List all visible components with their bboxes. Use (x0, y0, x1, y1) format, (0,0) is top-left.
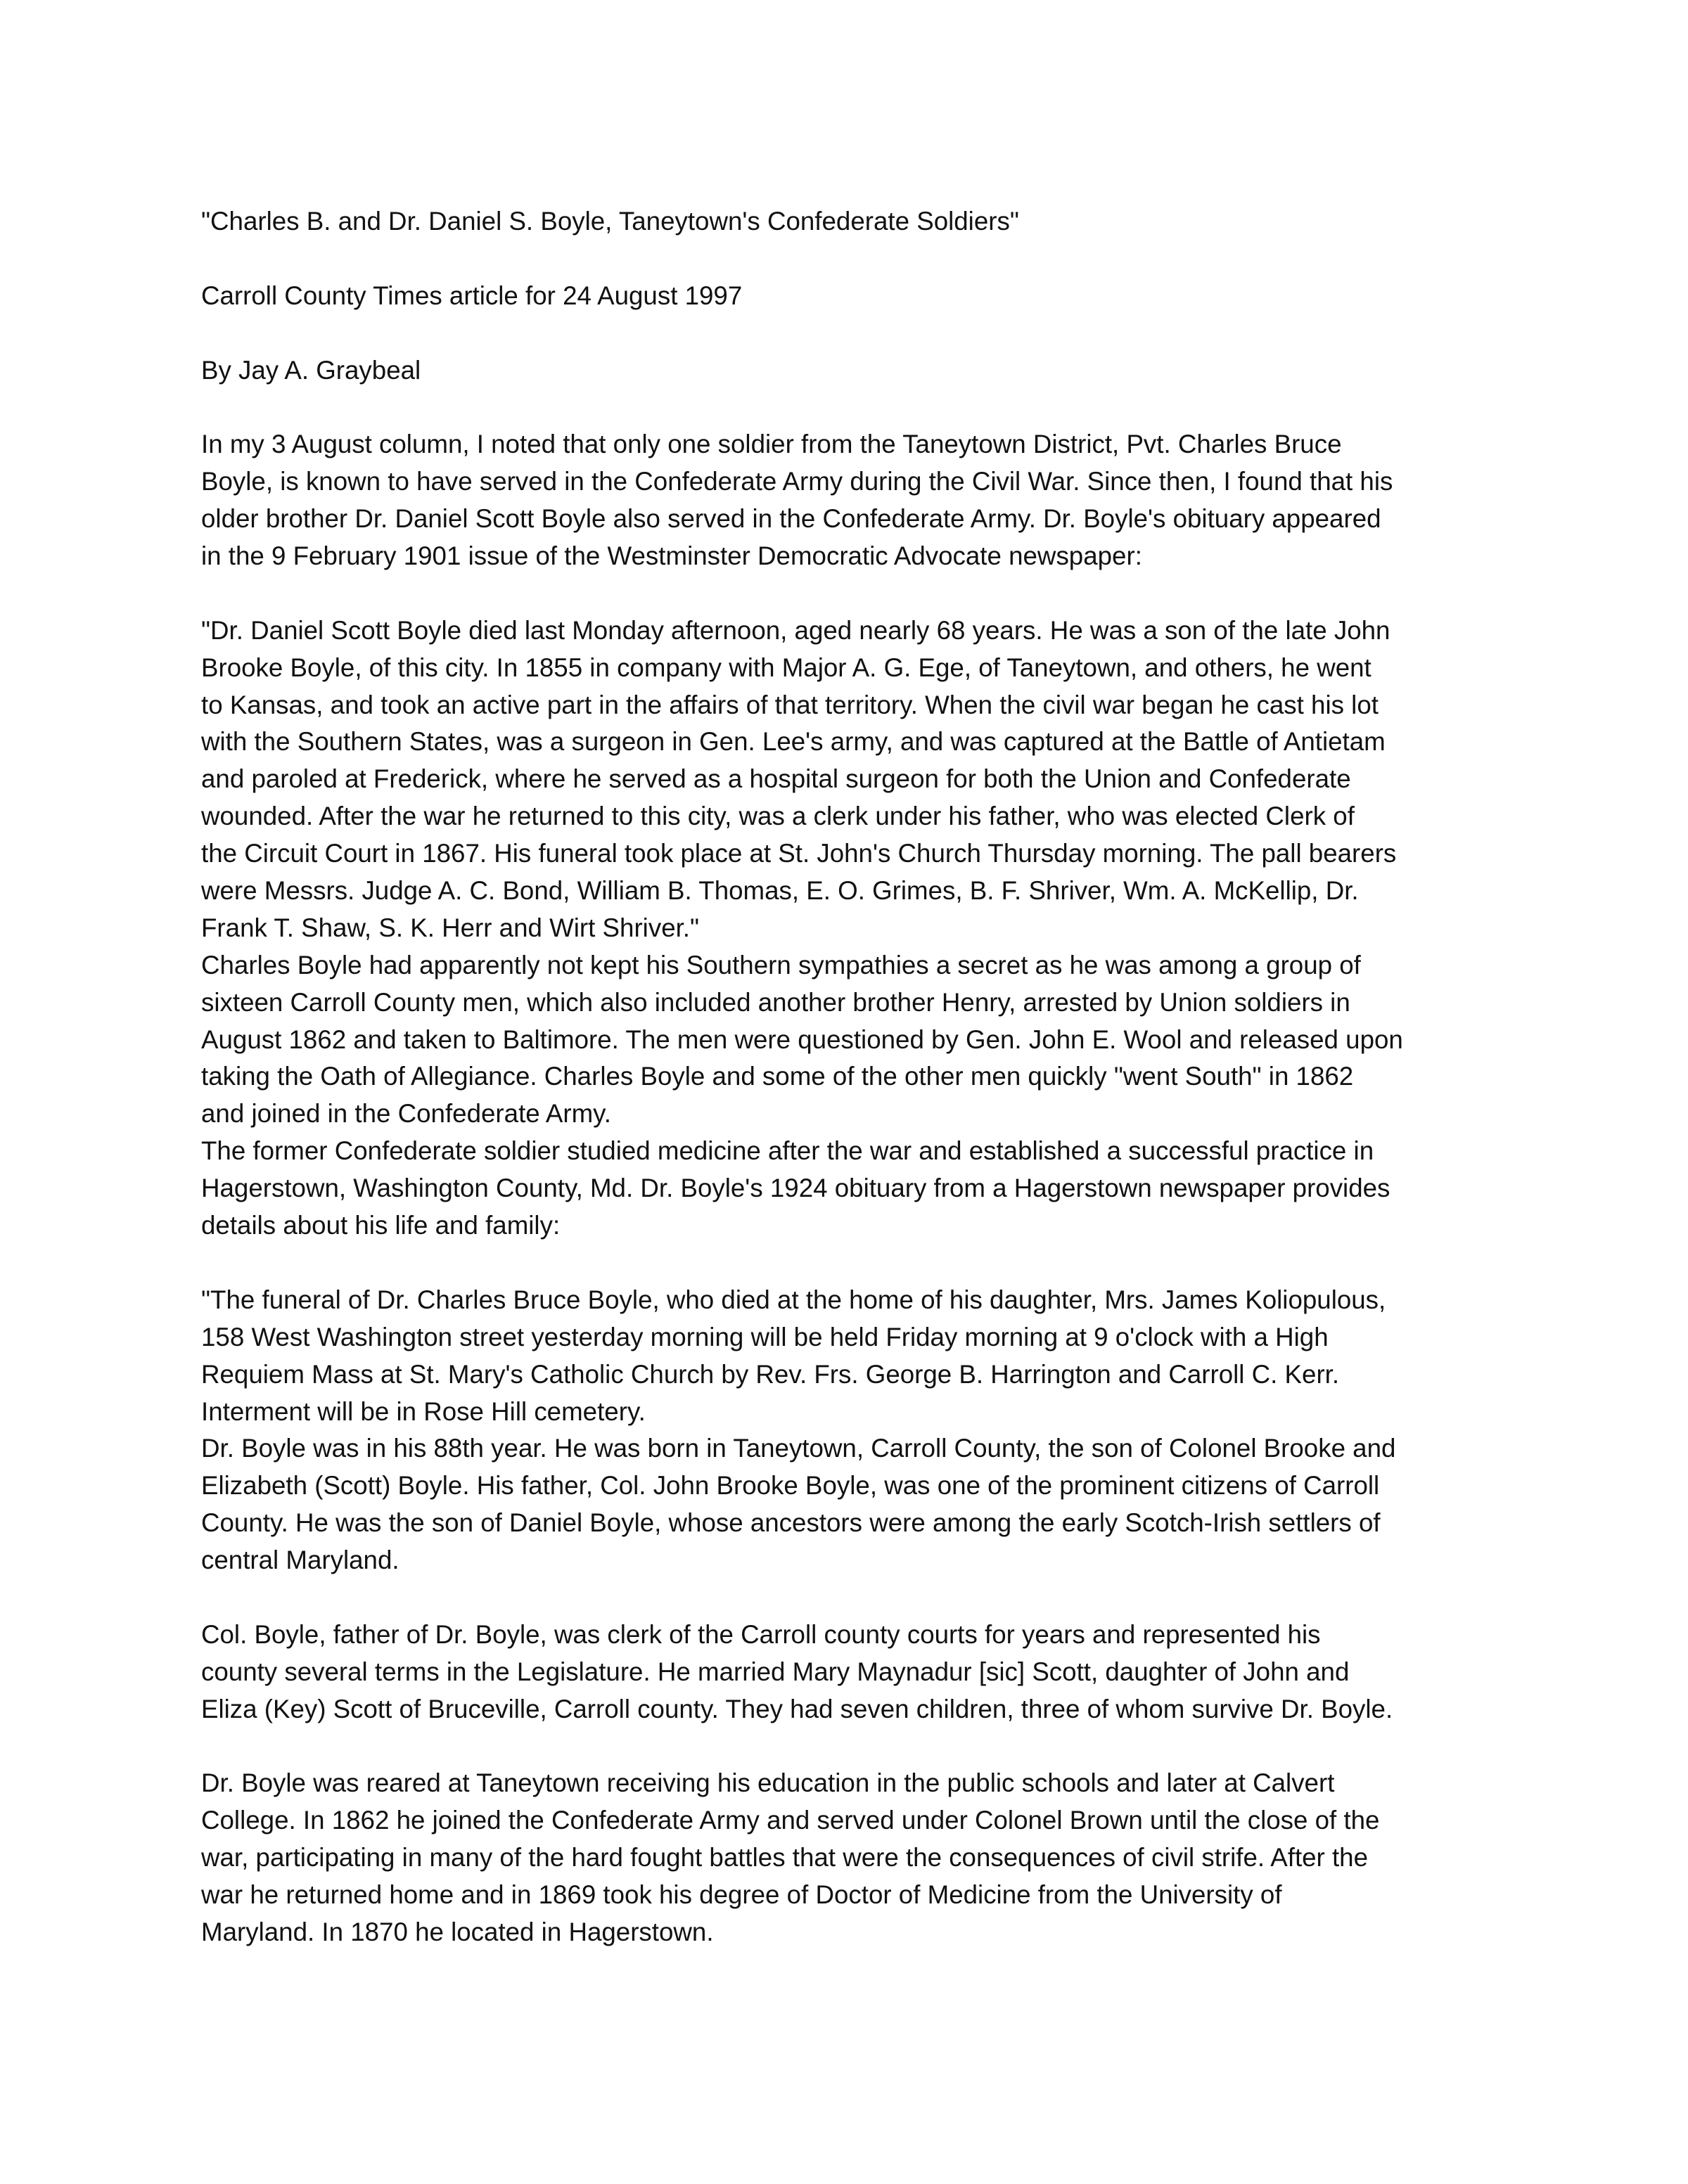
byline: By Jay A. Graybeal (201, 354, 421, 385)
text-line: Col. Boyle, father of Dr. Boyle, was clerk of the Carroll county courts for years and represented his (201, 1619, 1321, 1649)
text-line: war, participating in many of the hard fought battles that were the consequences of civil strife. After the (201, 1842, 1369, 1873)
text-line: central Maryland. (201, 1545, 399, 1575)
text-line: Frank T. Shaw, S. K. Herr and Wirt Shriver." (201, 912, 700, 942)
text-line: Eliza (Key) Scott of Bruceville, Carroll county. They had seven children, three of whom survive Dr. Boyle. (201, 1693, 1393, 1723)
spacer (201, 388, 1537, 425)
document-page (201, 203, 1537, 1951)
text-line: in the 9 February 1901 issue of the Westminster Democratic Advocate newspaper: (201, 541, 1142, 571)
text-line: "The funeral of Dr. Charles Bruce Boyle, who died at the home of his daughter, Mrs. James Koliopulous, (201, 1284, 1386, 1314)
text-line: Boyle, is known to have served in the Confederate Army during the Civil War. Since then, I found that his (201, 466, 1393, 496)
text-line: In my 3 August column, I noted that only one soldier from the Taneytown District, Pvt. Charles Bruce (201, 429, 1342, 459)
text-line: and joined in the Confederate Army. (201, 1098, 611, 1129)
article-body (201, 425, 1537, 1951)
text-line: sixteen Carroll County men, which also included another brother Henry, arrested by Union soldiers in (201, 987, 1350, 1017)
text-line: Elizabeth (Scott) Boyle. His father, Col. John Brooke Boyle, was one of the prominent citizens of Carroll (201, 1470, 1380, 1501)
text-line: Interment will be in Rose Hill cemetery. (201, 1396, 646, 1426)
text-line: August 1862 and taken to Baltimore. The men were questioned by Gen. John E. Wool and released upon (201, 1024, 1403, 1054)
text-line: taking the Oath of Allegiance. Charles Boyle and some of the other men quickly "went South" in 1862 (201, 1061, 1354, 1091)
text-line: Dr. Boyle was in his 88th year. He was born in Taneytown, Carroll County, the son of Colonel Brooke and (201, 1433, 1396, 1463)
spacer (201, 574, 1537, 612)
text-line: older brother Dr. Daniel Scott Boyle also served in the Confederate Army. Dr. Boyle's obituary appeared (201, 503, 1381, 534)
text-line: The former Confederate soldier studied medicine after the war and established a successful practice in (201, 1136, 1374, 1166)
spacer (201, 1728, 1537, 1765)
spacer (201, 1244, 1537, 1281)
text-line: were Messrs. Judge A. C. Bond, William B. Thomas, E. O. Grimes, B. F. Shriver, Wm. A. McKellip, Dr. (201, 875, 1359, 906)
text-line: war he returned home and in 1869 took his degree of Doctor of Medicine from the University of (201, 1880, 1282, 1910)
text-line: 158 West Washington street yesterday morning will be held Friday morning at 9 o'clock with a High (201, 1321, 1329, 1351)
text-line: wounded. After the war he returned to this city, was a clerk under his father, who was elected Clerk of (201, 801, 1355, 831)
text-line: "Dr. Daniel Scott Boyle died last Monday afternoon, aged nearly 68 years. He was a son of the late John (201, 615, 1390, 645)
text-line: and paroled at Frederick, where he served as a hospital surgeon for both the Union and Confederate (201, 764, 1351, 794)
paragraph (201, 1764, 1537, 1950)
paragraph (201, 1281, 1537, 1579)
text-line: County. He was the son of Daniel Boyle, whose ancestors were among the early Scotch-Irish settlers of (201, 1508, 1381, 1538)
text-line: College. In 1862 he joined the Confederate Army and served under Colonel Brown until the close of the (201, 1805, 1380, 1835)
text-line: Maryland. In 1870 he located in Hagerstown. (201, 1916, 714, 1946)
article-source: Carroll County Times article for 24 August 1997 (201, 280, 743, 310)
text-line: with the Southern States, was a surgeon in Gen. Lee's army, and was captured at the Battle of Antietam (201, 726, 1386, 757)
spacer (201, 314, 1537, 352)
text-line: Charles Boyle had apparently not kept his Southern sympathies a secret as he was among a group of (201, 949, 1361, 979)
spacer (201, 1579, 1537, 1616)
text-line: Dr. Boyle was reared at Taneytown receiving his education in the public schools and later at Calvert (201, 1768, 1335, 1798)
text-line: county several terms in the Legislature. He married Mary Maynadur [sic] Scott, daughter of John and (201, 1656, 1350, 1686)
article-title: "Charles B. and Dr. Daniel S. Boyle, Taneytown's Confederate Soldiers" (201, 206, 1019, 236)
paragraph (201, 1616, 1537, 1728)
text-line: to Kansas, and took an active part in the affairs of that territory. When the civil war began he cast his lot (201, 689, 1379, 719)
text-line: the Circuit Court in 1867. His funeral took place at St. John's Church Thursday morning. The pall bearers (201, 838, 1397, 868)
paragraph (201, 425, 1537, 574)
spacer (201, 240, 1537, 277)
text-line: Requiem Mass at St. Mary's Catholic Church by Rev. Frs. George B. Harrington and Carroll C. Kerr. (201, 1358, 1340, 1389)
text-line: details about his life and family: (201, 1210, 561, 1240)
text-line: Brooke Boyle, of this city. In 1855 in company with Major A. G. Ege, of Taneytown, and others, he went (201, 652, 1372, 682)
paragraph (201, 612, 1537, 1244)
text-line: Hagerstown, Washington County, Md. Dr. Boyle's 1924 obituary from a Hagerstown newspaper provides (201, 1173, 1390, 1203)
